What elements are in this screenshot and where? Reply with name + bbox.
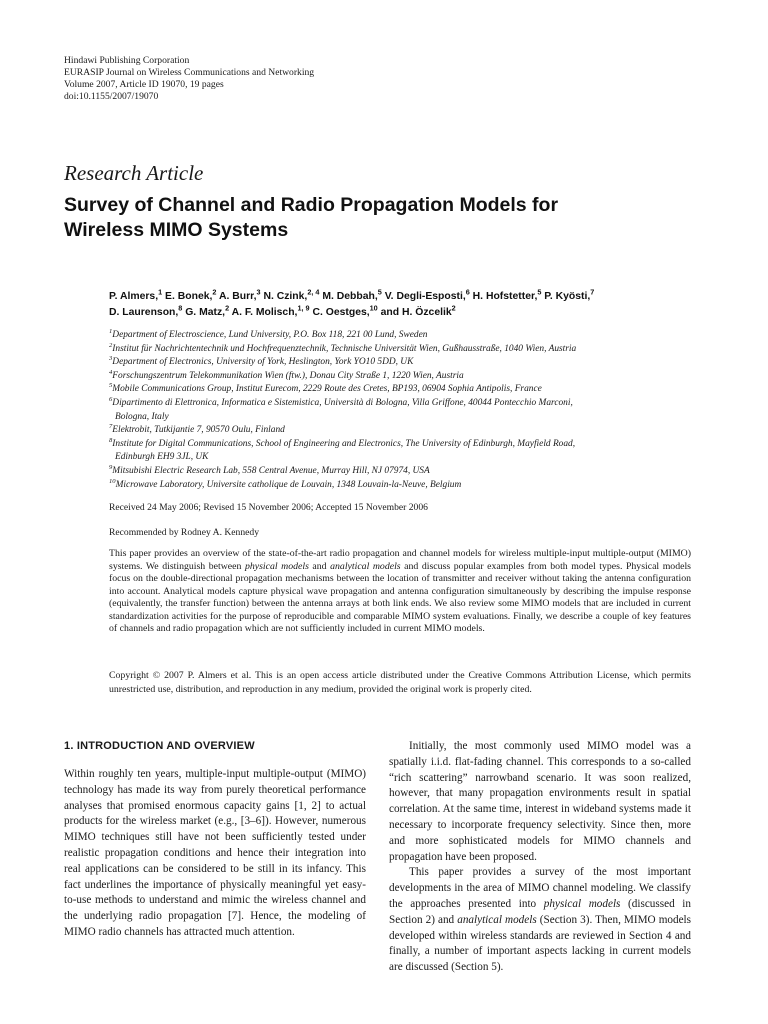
author-name: G. Matz, bbox=[185, 306, 226, 318]
affiliation-list bbox=[109, 329, 709, 492]
right-column bbox=[389, 739, 691, 976]
author-affiliation-marker: 3 bbox=[256, 287, 261, 297]
author bbox=[312, 303, 378, 318]
author-affiliation-marker: 8 bbox=[178, 303, 183, 313]
affiliation-text: Mobile Communications Group, Institut Eurecom, 2229 Route des Cretes, BP193, 06904 Sophia Antipolis, France bbox=[112, 384, 542, 395]
affiliation-continuation: Edinburgh EH9 3JL, UK bbox=[115, 452, 209, 463]
author-name: A. F. Molisch, bbox=[231, 306, 298, 318]
affiliation bbox=[109, 343, 709, 357]
para2-text-g: ). bbox=[496, 961, 504, 974]
para2-text-e: ). Then, MIMO models developed within wireless standards are reviewed in bbox=[389, 913, 692, 942]
author-affiliation-marker: 1 bbox=[158, 287, 163, 297]
author-name: V. Degli-Esposti, bbox=[384, 291, 466, 302]
author-affiliation-marker: 2 bbox=[451, 303, 456, 313]
recommended-by: Recommended by Rodney A. Kennedy bbox=[109, 527, 260, 538]
section-4-link[interactable]: Section 4 bbox=[629, 929, 672, 942]
author bbox=[165, 287, 217, 302]
abstract-text-3: and discuss popular examples from both model types. Physical models focus on the double-directional propagation mechanisms between the location of transmitter and receiver without taking the antenna configuration into account. Analytical models capture physical wave propagation and antenna configuration simultaneously by describing the impulse response (equivalently, the transfer function) between the antenna arrays at both link ends. We also review some MIMO models that are included in current standardization activities for the purpose of reproducible and comparable MIMO system evaluations. Finally, we describe a couple of key features of channels and radio propagation which are not sufficiently included in current MIMO models. bbox=[109, 560, 691, 634]
affiliation-number: 2 bbox=[109, 341, 113, 349]
submission-dates: Received 24 May 2006; Revised 15 November 2006; Accepted 15 November 2006 bbox=[109, 502, 428, 513]
affiliation-number: 8 bbox=[109, 436, 113, 444]
author bbox=[263, 287, 320, 302]
affiliation bbox=[109, 438, 709, 452]
author-name: A. Burr, bbox=[218, 291, 257, 302]
abstract-text-1: This paper provides an overview of the state-of-the-art radio propagation and channel models for wireless multiple-input multiple-output (MIMO) systems. We distinguish between bbox=[109, 548, 691, 572]
affiliation-continuation: Bologna, Italy bbox=[115, 411, 169, 422]
author bbox=[384, 287, 470, 302]
author-affiliation-marker: 2 bbox=[212, 287, 217, 297]
article-type: Research Article bbox=[64, 161, 204, 185]
author-name: C. Oestges, bbox=[312, 306, 370, 318]
affiliation bbox=[109, 370, 709, 384]
affiliation-number: 4 bbox=[109, 368, 113, 376]
affiliation-text: Mitsubishi Electric Research Lab, 558 Central Avenue, Murray Hill, NJ 07974, USA bbox=[112, 465, 430, 476]
para2-text-a: This paper provides a survey of the most important developments in the area of MIMO channel modeling. We classify the approaches presented into bbox=[389, 866, 691, 910]
author-name: N. Czink, bbox=[263, 291, 308, 302]
affiliation-text: Department of Electroscience, Lund University, P.O. Box 118, 221 00 Lund, Sweden bbox=[112, 330, 428, 340]
para2-text-c: ) and bbox=[431, 913, 458, 926]
affiliation-number: 6 bbox=[109, 395, 113, 403]
author bbox=[231, 303, 310, 318]
affiliation bbox=[109, 465, 709, 479]
author-affiliation-marker: 2, 4 bbox=[307, 287, 320, 297]
affiliation bbox=[109, 424, 709, 438]
author bbox=[544, 287, 595, 302]
copyright-notice: Copyright © 2007 P. Almers et al. This is an open access article distributed under the Creative Commons Attribution License, which permits unrestricted use, distribution, and reproduction in any medium, provided the original work is properly cited. bbox=[109, 670, 691, 695]
section-2-link[interactable]: Section 2 bbox=[389, 913, 432, 926]
abstract-text-2: and bbox=[308, 560, 331, 572]
affiliation-text: Institut für Nachrichtentechnik und Hochfrequenztechnik, Technische Universität Wien, Gußhausstraße, 1040 Wien, Austria bbox=[112, 343, 577, 354]
author-affiliation-marker: 5 bbox=[377, 287, 382, 297]
affiliation bbox=[109, 356, 709, 370]
doi: doi:10.1155/2007/19070 bbox=[64, 91, 159, 102]
author-list bbox=[109, 289, 709, 320]
section-heading: 1. INTRODUCTION AND OVERVIEW bbox=[64, 740, 255, 752]
affiliation-number: 5 bbox=[109, 382, 113, 390]
intro-paragraph-right-2 bbox=[389, 865, 691, 976]
author-name: D. Laurenson, bbox=[109, 306, 179, 318]
author-name: M. Debbah, bbox=[322, 291, 378, 302]
affiliation-number: 3 bbox=[109, 355, 113, 363]
affiliation-text: Dipartimento di Elettronica, Informatica e Sistemistica, Università di Bologna, Villa Griffone, 40044 Pontecchio Marconi, bbox=[112, 397, 573, 408]
author bbox=[380, 303, 456, 318]
affiliation-text: Forschungszentrum Telekommunikation Wien (ftw.), Donau City Straße 1, 1220 Wien, Austria bbox=[112, 370, 464, 381]
affiliation-number: 7 bbox=[109, 423, 113, 431]
author-name: and H. Özcelik bbox=[380, 306, 452, 318]
author-affiliation-marker: 5 bbox=[537, 287, 542, 297]
affiliation bbox=[109, 329, 709, 343]
affiliation-text: Department of Electronics, University of York, Heslington, York YO10 5DD, UK bbox=[112, 357, 414, 368]
para2-text-b: (discussed in bbox=[620, 897, 691, 910]
affiliation bbox=[109, 397, 709, 411]
volume-info: Volume 2007, Article ID 19070, 19 pages bbox=[64, 79, 224, 90]
affiliation-text: Institute for Digital Communications, School of Engineering and Electronics, The University of Edinburgh, Mayfield Road, bbox=[112, 438, 576, 449]
section-3-link[interactable]: Section 3 bbox=[543, 913, 586, 926]
author bbox=[472, 287, 542, 302]
author-affiliation-marker: 2 bbox=[225, 303, 230, 313]
intro-paragraph-left: Within roughly ten years, multiple-input multiple-output (MIMO) technology has made its way from purely theoretical performance analyses that promised enormous capacity gains [1, 2] to actual products for the wireless market (e.g., [3–6]). However, numerous MIMO techniques still have not been sufficiently tested under realistic propagation conditions and hence their integration into real applications can be considered to be still in its infancy. This fact underlines the importance of physically meaningful yet easy-to-use methods to understand and mimic the wireless channel and the underlying radio propagation [7]. Hence, the modeling of MIMO radio channels has attracted much attention. bbox=[64, 768, 366, 938]
author bbox=[218, 287, 261, 302]
author-name: P. Kyösti, bbox=[544, 291, 591, 302]
para2-emphasis-2: analytical models bbox=[457, 913, 537, 926]
author-name: P. Almers, bbox=[109, 291, 159, 302]
left-column bbox=[64, 767, 366, 941]
author-affiliation-marker: 7 bbox=[590, 287, 595, 297]
author bbox=[185, 303, 230, 318]
author bbox=[109, 303, 183, 318]
abstract-emphasis-2: analytical models bbox=[330, 560, 401, 572]
affiliation bbox=[109, 383, 709, 397]
affiliation-number: 9 bbox=[109, 463, 113, 471]
affiliation-number: 1 bbox=[109, 327, 113, 335]
publisher-name: Hindawi Publishing Corporation bbox=[64, 55, 190, 66]
author bbox=[322, 287, 382, 302]
section-5-link[interactable]: Section 5 bbox=[454, 961, 497, 974]
para2-text-d: ( bbox=[536, 913, 544, 926]
abstract-emphasis-1: physical models bbox=[244, 560, 309, 572]
author-affiliation-marker: 6 bbox=[465, 287, 470, 297]
para2-emphasis-1: physical models bbox=[543, 897, 621, 910]
abstract bbox=[109, 548, 691, 636]
paper-title bbox=[64, 193, 684, 243]
para2-text-f: and finally, a number of important aspects lacking in current models are discussed ( bbox=[389, 929, 691, 974]
author-name: E. Bonek, bbox=[165, 291, 213, 302]
affiliation bbox=[109, 479, 709, 493]
journal-name: EURASIP Journal on Wireless Communications and Networking bbox=[64, 67, 315, 78]
affiliation-text: Microwave Laboratory, Universite catholique de Louvain, 1348 Louvain-la-Neuve, Belgium bbox=[115, 479, 462, 490]
affiliation-text: Elektrobit, Tutkijantie 7, 90570 Oulu, Finland bbox=[112, 425, 285, 436]
title-line-1: Survey of Channel and Radio Propagation Models for bbox=[64, 194, 559, 216]
author bbox=[109, 287, 163, 302]
affiliation-number: 10 bbox=[109, 477, 116, 485]
author-name: H. Hofstetter, bbox=[472, 291, 538, 302]
title-line-2: Wireless MIMO Systems bbox=[64, 219, 289, 241]
author-affiliation-marker: 1, 9 bbox=[297, 303, 310, 313]
author-affiliation-marker: 10 bbox=[369, 303, 378, 313]
intro-paragraph-right-1: Initially, the most commonly used MIMO model was a spatially i.i.d. flat-fading channel. This corresponds to a so-called “rich scattering” narrowband scenario. It was soon realized, however, that many propagation environments result in spatial correlation. At the same time, interest in wideband systems made it necessary to incorporate frequency selectivity. Since then, more and more sophisticated models for MIMO channels and propagation have been proposed. bbox=[389, 740, 691, 863]
